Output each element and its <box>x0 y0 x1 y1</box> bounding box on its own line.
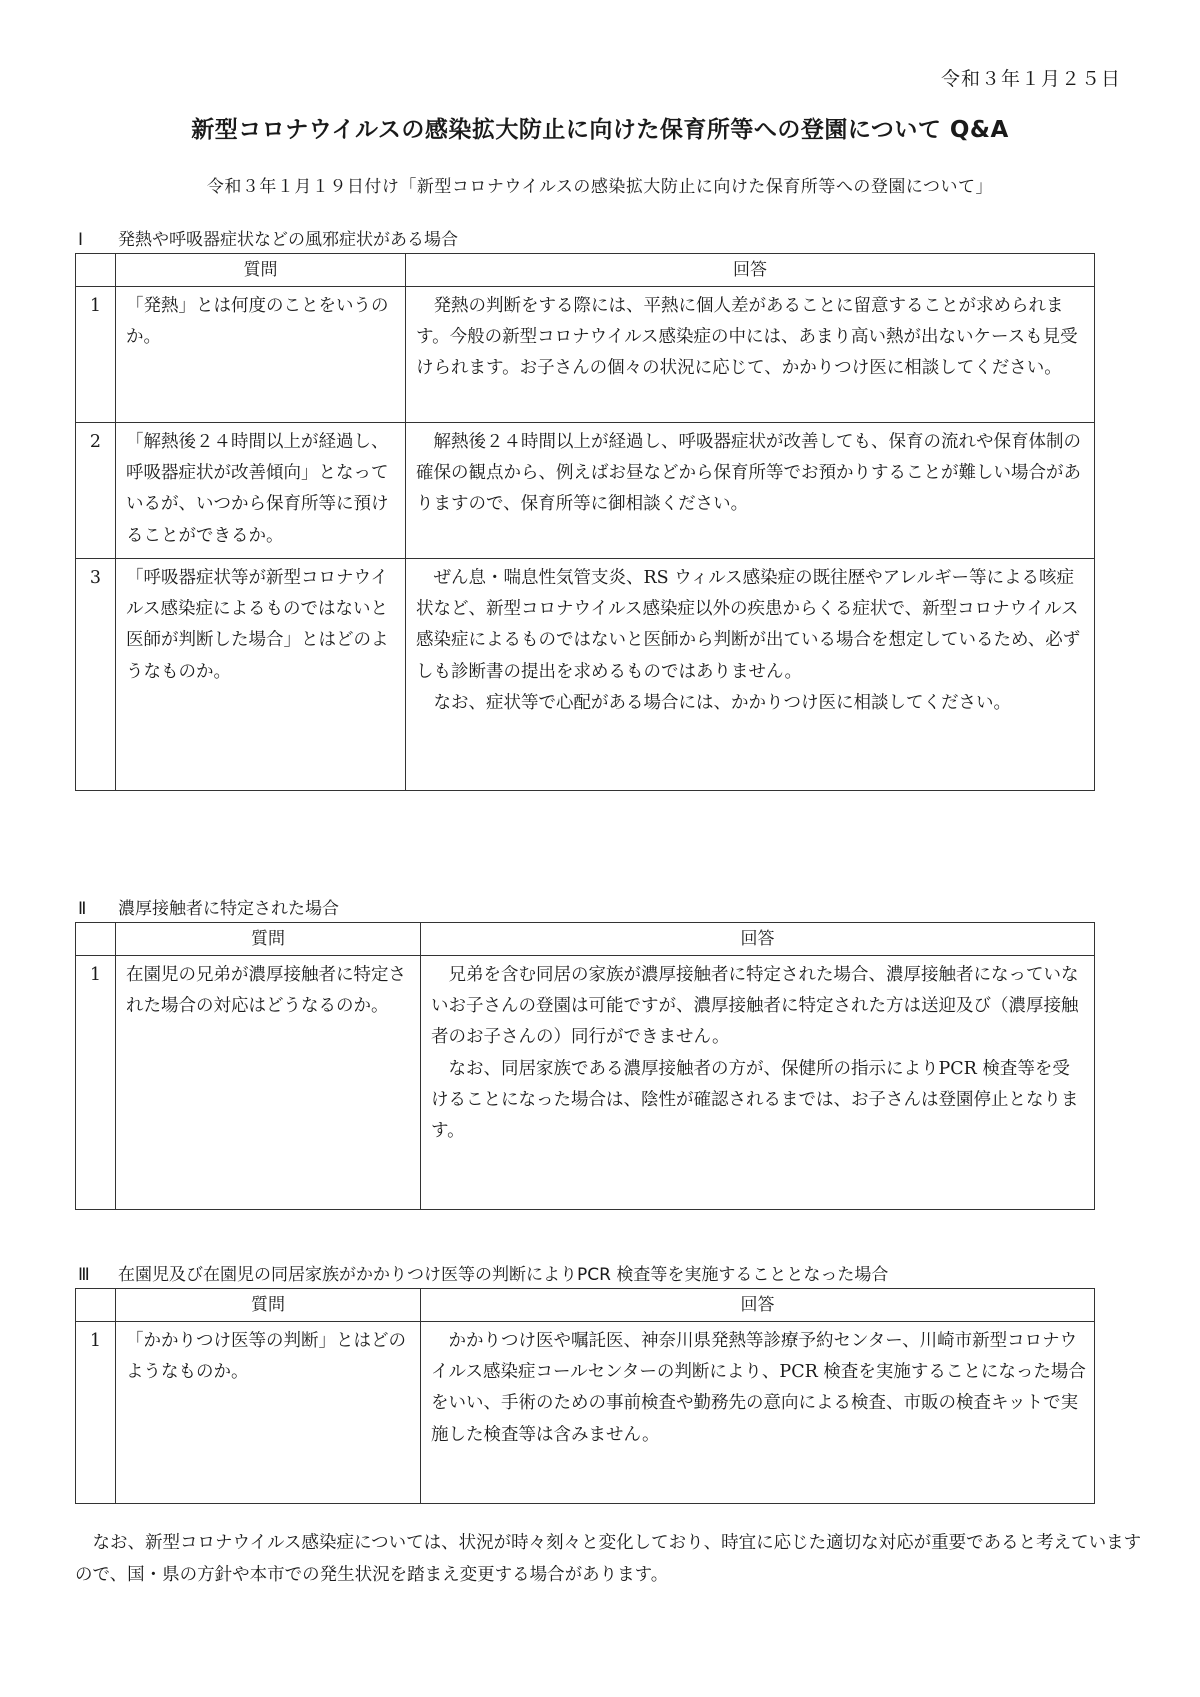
qa-table <box>75 1288 1095 1504</box>
question-cell: 「解熱後２４時間以上が経過し、呼吸器症状が改善傾向」となっているが、いつから保育所等に預けることができるか。 <box>116 423 406 559</box>
header-question: 質問 <box>116 254 406 287</box>
row-number: 3 <box>76 559 116 791</box>
section-2 <box>75 897 1095 1210</box>
table-header-row <box>76 923 1095 956</box>
answer-paragraph: 発熱の判断をする際には、平熱に個人差があることに留意することが求められます。今般の新型コロナウイルス感染症の中には、あまり高い熱が出ないケースも見受けられます。お子さんの個々の状況に応じて、かかりつけ医に相談してください。 <box>416 296 1078 379</box>
header-number <box>76 923 116 956</box>
question-cell: 「かかりつけ医等の判断」とはどのようなものか。 <box>116 1322 421 1504</box>
table-row <box>76 287 1095 423</box>
section-3 <box>75 1263 1095 1504</box>
qa-table <box>75 253 1095 791</box>
table-row <box>76 423 1095 559</box>
row-number: 1 <box>76 1322 116 1504</box>
answer-cell <box>406 423 1095 559</box>
section-1 <box>75 228 1095 791</box>
answer-paragraph: かかりつけ医や嘱託医、神奈川県発熱等診療予約センター、川崎市新型コロナウイルス感染症コールセンターの判断により、PCR 検査を実施することになった場合をいい、手術のための事前検査や勤務先の意向による検査、市販の検査キットで実施した検査等は含みません。 <box>431 1331 1086 1445</box>
section-number: Ⅲ <box>78 1265 90 1285</box>
document-date: 令和３年１月２５日 <box>940 68 1121 90</box>
row-number: 1 <box>76 956 116 1210</box>
row-number: 1 <box>76 287 116 423</box>
header-question: 質問 <box>116 923 421 956</box>
answer-cell <box>406 559 1095 791</box>
header-number <box>76 254 116 287</box>
question-cell: 在園児の兄弟が濃厚接触者に特定された場合の対応はどうなるのか。 <box>116 956 421 1210</box>
header-answer: 回答 <box>406 254 1095 287</box>
table-row <box>76 1322 1095 1504</box>
section-title: 濃厚接触者に特定された場合 <box>118 899 339 919</box>
closing-note: なお、新型コロナウイルス感染症については、状況が時々刻々と変化しており、時宜に応じた適切な対応が重要であると考えていますので、国・県の方針や本市での発生状況を踏まえ変更する場合があります。 <box>75 1533 1142 1585</box>
table-header-row <box>76 1289 1095 1322</box>
question-cell: 「呼吸器症状等が新型コロナウイルス感染症によるものではないと医師が判断した場合」とはどのようなものか。 <box>116 559 406 791</box>
question-cell: 「発熱」とは何度のことをいうのか。 <box>116 287 406 423</box>
answer-paragraph: ぜん息・喘息性気管支炎、RS ウィルス感染症の既往歴やアレルギー等による咳症状など、新型コロナウイルス感染症以外の疾患からくる症状で、新型コロナウイルス感染症によるものではないと医師から判断が出ている場合を想定しているため、必ずしも診断書の提出を求めるものではありません。 <box>416 568 1081 682</box>
answer-paragraph: なお、同居家族である濃厚接触者の方が、保健所の指示によりPCR 検査等を受けることになった場合は、陰性が確認されるまでは、お子さんは登園停止となります。 <box>431 1058 1079 1142</box>
document-subtitle: 令和３年１月１９日付け「新型コロナウイルスの感染拡大防止に向けた保育所等への登園について」 <box>206 177 994 197</box>
answer-paragraph: 解熱後２４時間以上が経過し、呼吸器症状が改善しても、保育の流れや保育体制の確保の観点から、例えばお昼などから保育所等でお預かりすることが難しい場合がありますので、保育所等に御相談ください。 <box>416 432 1081 515</box>
row-number: 2 <box>76 423 116 559</box>
table-row <box>76 956 1095 1210</box>
section-heading <box>78 228 1095 253</box>
section-number: Ⅱ <box>78 899 87 919</box>
answer-cell <box>421 1322 1095 1504</box>
section-title: 発熱や呼吸器症状などの風邪症状がある場合 <box>118 230 458 250</box>
answer-cell <box>406 287 1095 423</box>
answer-paragraph: 兄弟を含む同居の家族が濃厚接触者に特定された場合、濃厚接触者になっていないお子さんの登園は可能ですが、濃厚接触者に特定された方は送迎及び（濃厚接触者のお子さんの）同行ができません。 <box>431 965 1079 1048</box>
section-title: 在園児及び在園児の同居家族がかかりつけ医等の判断によりPCR 検査等を実施することとなった場合 <box>118 1265 889 1285</box>
header-answer: 回答 <box>421 923 1095 956</box>
table-row <box>76 559 1095 791</box>
section-heading <box>78 1263 1095 1288</box>
qa-table <box>75 922 1095 1210</box>
header-answer: 回答 <box>421 1289 1095 1322</box>
table-header-row <box>76 254 1095 287</box>
section-heading <box>78 897 1095 922</box>
answer-cell <box>421 956 1095 1210</box>
document-title: 新型コロナウイルスの感染拡大防止に向けた保育所等への登園について Q&A <box>191 117 1009 143</box>
header-number <box>76 1289 116 1322</box>
answer-paragraph: なお、症状等で心配がある場合には、かかりつけ医に相談してください。 <box>433 692 1011 713</box>
header-question: 質問 <box>116 1289 421 1322</box>
section-number: Ⅰ <box>78 230 84 250</box>
